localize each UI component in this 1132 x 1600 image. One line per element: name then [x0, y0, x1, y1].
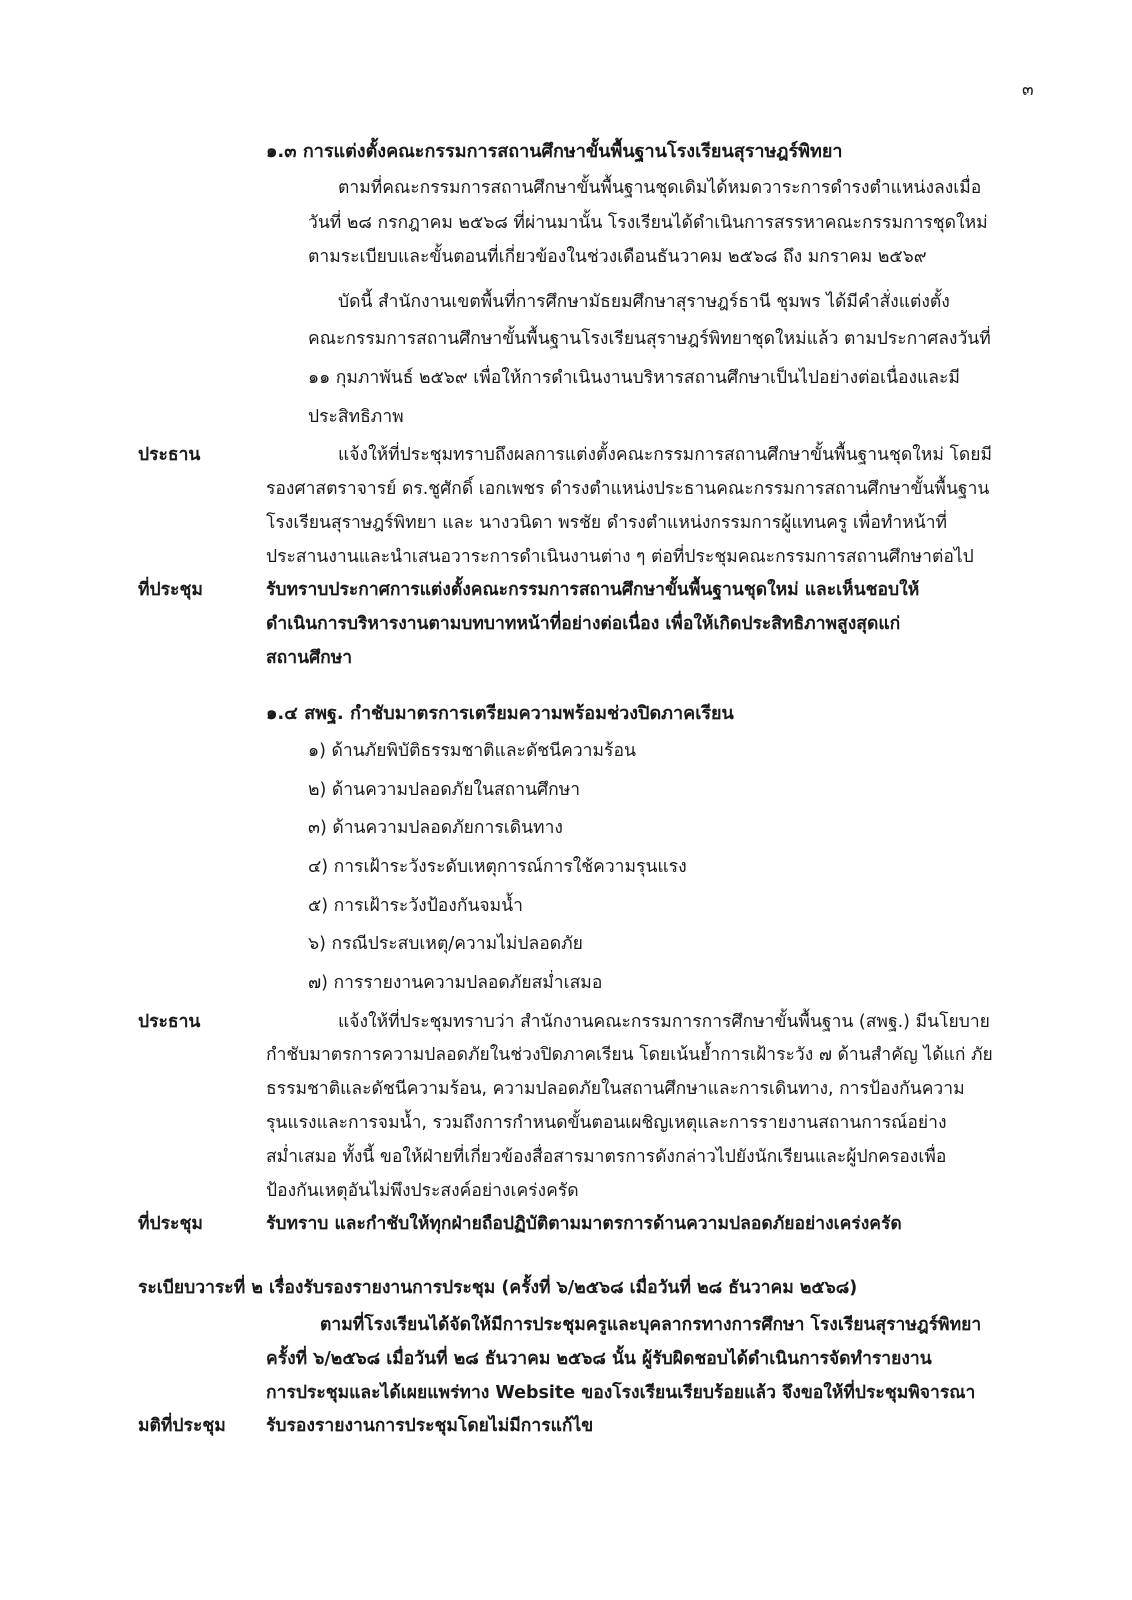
s13-meeting-line-2: ดำเนินการบริหารงานตามบทบาทหน้าที่อย่างต่อเนื่อง เพื่อให้เกิดประสิทธิภาพสูงสุดแก่	[266, 614, 901, 634]
s13-chair-line-1: แจ้งให้ที่ประชุมทราบถึงผลการแต่งตั้งคณะกรรมการสถานศึกษาขั้นพื้นฐานชุดใหม่ โดยมี	[338, 445, 992, 465]
s13-p2-line-1: บัดนี้ สำนักงานเขตพื้นที่การศึกษามัธยมศึกษาสุราษฎร์ธานี ชุมพร ได้มีคำสั่งแต่งตั้ง	[338, 292, 950, 312]
s14-chair-line-4: รุนแรงและการจมน้ำ, รวมถึงการกำหนดขั้นตอนเผชิญเหตุและการรายงานสถานการณ์อย่าง	[266, 1113, 947, 1133]
s14-meeting-text: รับทราบ และกำชับให้ทุกฝ่ายถือปฏิบัติตามมาตรการด้านความปลอดภัยอย่างเคร่งครัด	[266, 1214, 902, 1234]
agenda-2-line-3: การประชุมและได้เผยแพร่ทาง Website ของโรงเรียนเรียบร้อยแล้ว จึงขอให้ที่ประชุมพิจารณา	[266, 1383, 976, 1403]
s14-item-4: ๔) การเฝ้าระวังระดับเหตุการณ์การใช้ความรุนแรง	[308, 857, 687, 877]
s14-item-6: ๖) กรณีประสบเหตุ/ความไม่ปลอดภัย	[308, 934, 583, 954]
s14-item-7: ๗) การรายงานความปลอดภัยสม่ำเสมอ	[308, 973, 603, 993]
s14-chair-line-6: ป้องกันเหตุอันไม่พึงประสงค์อย่างเคร่งครัด	[266, 1181, 579, 1201]
section-1-4-heading: ๑.๔ สพฐ. กำชับมาตรการเตรียมความพร้อมช่วงปิดภาคเรียน	[266, 703, 734, 724]
s14-item-3: ๓) ด้านความปลอดภัยการเดินทาง	[308, 818, 563, 838]
agenda-2-resolution-label: มติที่ประชุม	[138, 1416, 226, 1436]
page-number: ๓	[1022, 80, 1034, 100]
s14-chair-line-1: แจ้งให้ที่ประชุมทราบว่า สำนักงานคณะกรรมการการศึกษาขั้นพื้นฐาน (สพฐ.) มีนโยบาย	[338, 1012, 990, 1032]
s14-meeting-label: ที่ประชุม	[138, 1214, 203, 1234]
section-1-3-heading: ๑.๓ การแต่งตั้งคณะกรรมการสถานศึกษาขั้นพื้นฐานโรงเรียนสุราษฎร์พิทยา	[266, 141, 843, 162]
agenda-2-line-1: ตามที่โรงเรียนได้จัดให้มีการประชุมครูและบุคลากรทางการศึกษา โรงเรียนสุราษฎร์พิทยา	[320, 1315, 982, 1335]
agenda-2-resolution: รับรองรายงานการประชุมโดยไม่มีการแก้ไข	[266, 1416, 594, 1436]
s13-meeting-line-3: สถานศึกษา	[266, 648, 353, 668]
s13-p2-line-3: ๑๑ กุมภาพันธ์ ๒๕๖๙ เพื่อให้การดำเนินงานบริหารสถานศึกษาเป็นไปอย่างต่อเนื่องและมี	[308, 368, 960, 388]
s13-meeting-line-1: รับทราบประกาศการแต่งตั้งคณะกรรมการสถานศึกษาขั้นพื้นฐานชุดใหม่ และเห็นชอบให้	[266, 580, 920, 600]
s14-chair-line-3: ธรรมชาติและดัชนีความร้อน, ความปลอดภัยในสถานศึกษาและการเดินทาง, การป้องกันความ	[266, 1079, 965, 1099]
agenda-2-heading: ระเบียบวาระที่ ๒ เรื่องรับรองรายงานการประชุม (ครั้งที่ ๖/๒๕๖๘ เมื่อวันที่ ๒๘ ธันวาคม ๒๕๖๘)	[138, 1278, 858, 1298]
s13-p2-line-4: ประสิทธิภาพ	[308, 407, 404, 427]
s14-item-2: ๒) ด้านความปลอดภัยในสถานศึกษา	[308, 780, 581, 800]
s13-p1-line-1: ตามที่คณะกรรมการสถานศึกษาขั้นพื้นฐานชุดเดิมได้หมดวาระการดำรงตำแหน่งลงเมื่อ	[338, 178, 982, 198]
s13-meeting-label: ที่ประชุม	[138, 580, 203, 600]
s14-chair-line-5: สม่ำเสมอ ทั้งนี้ ขอให้ฝ่ายที่เกี่ยวข้องสื่อสารมาตรการดังกล่าวไปยังนักเรียนและผู้ปกครองเพื่อ	[266, 1147, 947, 1167]
s14-item-5: ๕) การเฝ้าระวังป้องกันจมน้ำ	[308, 896, 523, 916]
s13-chair-line-3: โรงเรียนสุราษฎร์พิทยา และ นางวนิดา พรชัย ดำรงตำแหน่งกรรมการผู้แทนครู เพื่อทำหน้าที่	[266, 513, 948, 533]
agenda-2-line-2: ครั้งที่ ๖/๒๕๖๘ เมื่อวันที่ ๒๘ ธันวาคม ๒๕๖๘ นั้น ผู้รับผิดชอบได้ดำเนินการจัดทำรายงาน	[266, 1349, 932, 1369]
s13-chair-line-4: ประสานงานและนำเสนอวาระการดำเนินงานต่าง ๆ ต่อที่ประชุมคณะกรรมการสถานศึกษาต่อไป	[266, 547, 974, 567]
s13-p1-line-3: ตามระเบียบและขั้นตอนที่เกี่ยวข้องในช่วงเดือนธันวาคม ๒๕๖๘ ถึง มกราคม ๒๕๖๙	[308, 247, 927, 267]
s13-p2-line-2: คณะกรรมการสถานศึกษาขั้นพื้นฐานโรงเรียนสุราษฎร์พิทยาชุดใหม่แล้ว ตามประกาศลงวันที่	[308, 329, 991, 349]
s14-item-1: ๑) ด้านภัยพิบัติธรรมชาติและดัชนีความร้อน	[308, 741, 636, 761]
s13-p1-line-2: วันที่ ๒๘ กรกฎาคม ๒๕๖๘ ที่ผ่านมานั้น โรงเรียนได้ดำเนินการสรรหาคณะกรรมการชุดใหม่	[308, 213, 988, 233]
s14-chair-line-2: กำชับมาตรการความปลอดภัยในช่วงปิดภาคเรียน โดยเน้นย้ำการเฝ้าระวัง ๗ ด้านสำคัญ ได้แก่ ภัย	[266, 1045, 993, 1065]
s13-chair-label: ประธาน	[138, 445, 201, 465]
s13-chair-line-2: รองศาสตราจารย์ ดร.ชูศักดิ์ เอกเพชร ดำรงตำแหน่งประธานคณะกรรมการสถานศึกษาขั้นพื้นฐาน	[266, 479, 990, 499]
s14-chair-label: ประธาน	[138, 1012, 201, 1032]
